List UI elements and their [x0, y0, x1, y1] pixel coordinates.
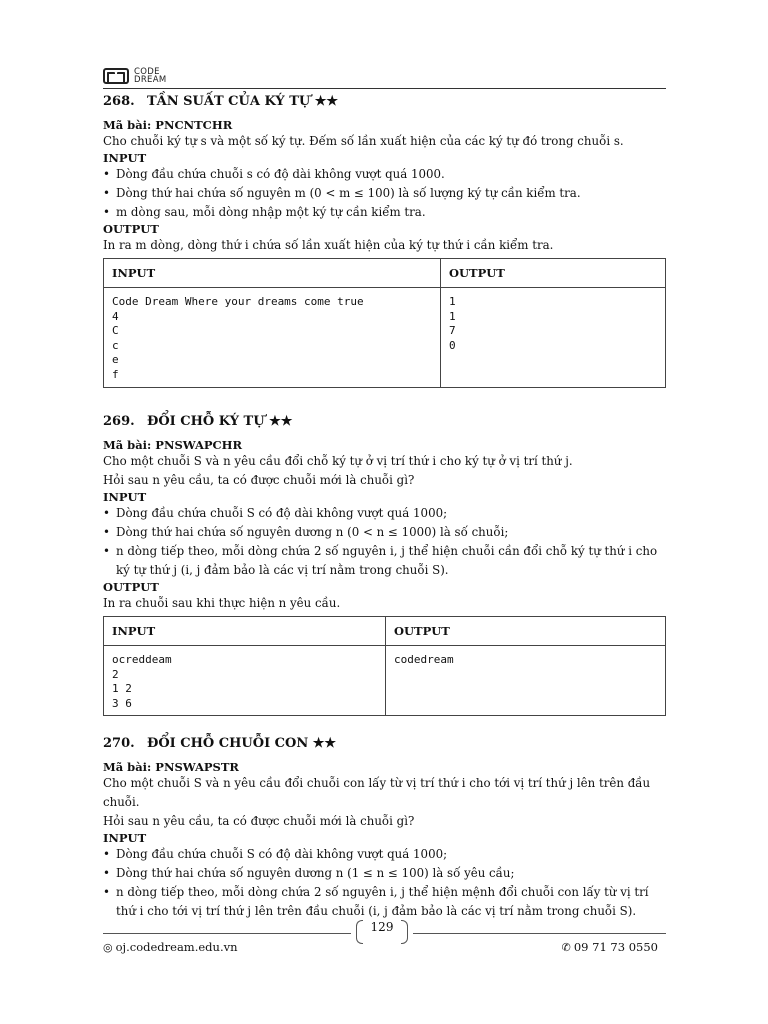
output-label: OUTPUT [103, 222, 159, 236]
section-title-268: 268. TẦN SUẤT CỦA KÝ TỰ ★★ [103, 94, 339, 109]
list-item: • n dòng tiếp theo, mỗi dòng chứa 2 số nguyên i, j thể hiện mệnh đổi chuỗi con lấy từ vị trí thứ i cho tới vị trí thứ j lên trên đầu chuỗi (i, j đảm bảo là các vị trí nằm trong chuỗi S). [103, 883, 666, 921]
problem-desc: Hỏi sau n yêu cầu, ta có được chuỗi mới là chuỗi gì? [103, 473, 415, 487]
list-item: • Dòng thứ hai chứa số nguyên m (0 < m ≤ 100) là số lượng ký tự cần kiểm tra. [103, 184, 666, 203]
list-item: • m dòng sau, mỗi dòng nhập một ký tự cần kiểm tra. [103, 203, 666, 222]
problem-code: Mã bài: PNSWAPCHR [103, 438, 243, 452]
list-item: • Dòng thứ hai chứa số nguyên dương n (0 < n ≤ 1000) là số chuỗi; [103, 523, 666, 542]
list-item: • n dòng tiếp theo, mỗi dòng chứa 2 số nguyên i, j thể hiện chuỗi cần đổi chỗ ký tự thứ i cho ký tự thứ j (i, j đảm bảo là các vị trí nằm trong chuỗi S). [103, 542, 666, 580]
list-item: • Dòng đầu chứa chuỗi s có độ dài không vượt quá 1000. [103, 165, 666, 184]
section-270 [103, 760, 666, 921]
problem-desc: Cho một chuỗi S và n yêu cầu đổi chuỗi con lấy từ vị trí thứ i cho tới vị trí thứ j lên trên đầu chuỗi. [103, 776, 651, 809]
website-link[interactable]: oj.codedream.edu.vn [115, 940, 238, 954]
input-label: INPUT [103, 151, 147, 165]
problem-code: Mã bài: PNCNTCHR [103, 118, 233, 132]
page-header [103, 66, 666, 89]
problem-desc: Cho chuỗi ký tự s và một số ký tự. Đếm số lần xuất hiện của các ký tự đó trong chuỗi s. [103, 134, 624, 148]
page-number: 129 [354, 920, 410, 934]
list-item: • Dòng thứ hai chứa số nguyên dương n (1 ≤ n ≤ 100) là số yêu cầu; [103, 864, 666, 883]
output-desc: In ra m dòng, dòng thứ i chứa số lần xuất hiện của ký tự thứ i cần kiểm tra. [103, 238, 554, 252]
example-input: ocreddeam 2 1 2 3 6 [112, 653, 172, 710]
phone-number: 09 71 73 0550 [573, 940, 658, 954]
example-input: Code Dream Where your dreams come true 4 C c e f [112, 295, 364, 381]
output-desc: In ra chuỗi sau khi thực hiện n yêu cầu. [103, 596, 341, 610]
section-269 [103, 438, 666, 716]
problem-code: Mã bài: PNSWAPSTR [103, 760, 239, 774]
example-output: codedream [394, 653, 454, 666]
example-table: INPUT OUTPUT ocreddeam 2 1 2 3 6 codedream [103, 616, 666, 716]
example-table: INPUT OUTPUT Code Dream Where your dreams come true 4 C c e f 1 1 7 0 [103, 258, 666, 388]
input-label: INPUT [103, 490, 147, 504]
problem-desc: Hỏi sau n yêu cầu, ta có được chuỗi mới là chuỗi gì? [103, 814, 415, 828]
section-title-270: 270. ĐỔI CHỖ CHUỖI CON ★★ [103, 736, 337, 751]
problem-desc: Cho một chuỗi S và n yêu cầu đổi chỗ ký tự ở vị trí thứ i cho ký tự ở vị trí thứ j. [103, 454, 573, 468]
phone-icon: ✆ [561, 941, 571, 954]
codedream-logo: CODE DREAM [103, 68, 166, 84]
output-label: OUTPUT [103, 580, 159, 594]
list-item: • Dòng đầu chứa chuỗi S có độ dài không vượt quá 1000; [103, 504, 666, 523]
page [103, 66, 666, 918]
section-268 [103, 118, 666, 388]
input-label: INPUT [103, 831, 147, 845]
logo-icon [103, 68, 129, 84]
globe-icon: ◎ [103, 941, 113, 954]
example-output: 1 1 7 0 [449, 295, 456, 352]
section-title-269: 269. ĐỔI CHỖ KÝ TỰ ★★ [103, 414, 293, 429]
list-item: • Dòng đầu chứa chuỗi S có độ dài không vượt quá 1000; [103, 845, 666, 864]
page-footer [103, 920, 666, 954]
